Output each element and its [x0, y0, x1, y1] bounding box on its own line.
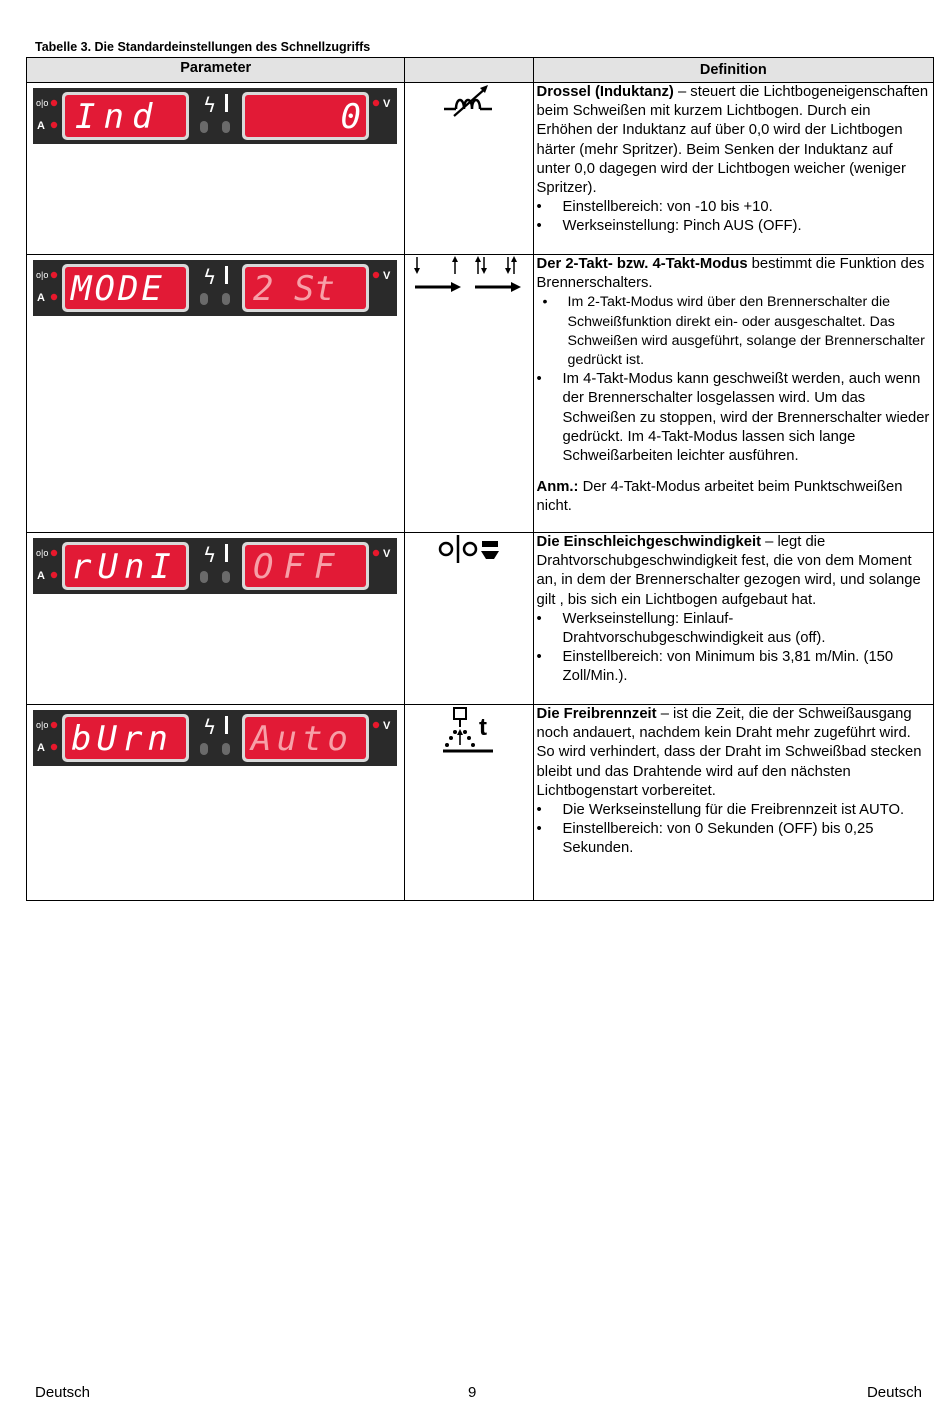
table-row	[27, 705, 934, 901]
amp-label: A	[37, 292, 45, 304]
volt-led	[373, 722, 379, 728]
parameter-cell	[27, 705, 405, 901]
volt-label: V	[383, 98, 391, 110]
bullet-list	[537, 293, 930, 370]
thermometer-icon	[225, 544, 228, 562]
thermal-indicator-led	[222, 121, 230, 133]
header-parameter: Parameter	[27, 58, 405, 83]
parameter-cell	[27, 533, 405, 705]
arc-icon: ϟ	[203, 715, 217, 739]
icon-cell	[405, 533, 533, 705]
definition-text: – ist die Zeit, die der Schweißausgang noch andauert, nachdem kein Draht mehr zugeführt wird. So wird verhindert, dass der Draht im Schweißbad stecken bleibt und das Drahtende wird auf den nächsten Lichtbogenstart vorbereitet.	[536, 706, 922, 799]
list-item: • Einstellbereich: von 0 Sekunden (OFF) bis 0,25 Sekunden.	[537, 820, 930, 858]
burnback-time-icon	[441, 705, 497, 755]
bullet-list	[537, 198, 930, 236]
amp-led	[51, 294, 57, 300]
definition-title: Drossel (Induktanz)	[536, 84, 674, 100]
list-item: • Werkseinstellung: Einlauf-Drahtvorschubgeschwindigkeit aus (off).	[537, 610, 930, 648]
table-row	[27, 83, 934, 255]
wire-feed-led	[51, 722, 57, 728]
definition-paragraph	[537, 533, 930, 610]
list-item: • Werkseinstellung: Pinch AUS (OFF).	[537, 217, 930, 236]
wire-feed-led	[51, 272, 57, 278]
right-display-text: OFF	[253, 547, 345, 587]
left-display-text: bUrn	[71, 719, 173, 759]
amp-led	[51, 572, 57, 578]
svg-text:t: t	[478, 714, 487, 741]
inductance-icon	[442, 83, 496, 119]
display-panel	[33, 88, 397, 144]
definition-paragraph	[537, 705, 930, 801]
wire-feed-led	[51, 550, 57, 556]
trigger-mode-icon	[413, 255, 525, 295]
parameter-cell	[27, 255, 405, 533]
volt-label: V	[383, 270, 391, 282]
arc-icon: ϟ	[203, 93, 217, 117]
definition-title: Der 2-Takt- bzw. 4-Takt-Modus	[536, 256, 748, 272]
amp-label: A	[37, 120, 45, 132]
icon-cell	[405, 255, 533, 533]
table-row	[27, 533, 934, 705]
icon-cell	[405, 705, 533, 901]
list-item: • Im 2-Takt-Modus wird über den Brennerschalter die Schweißfunktion direkt ein- oder ausgeschaltet. Das Schweißen wird ausgeführt, solange der Brennerschalter gedrückt ist.	[537, 293, 930, 370]
note-paragraph	[537, 478, 930, 516]
definition-title: Die Freibrennzeit	[536, 706, 657, 722]
header-empty	[405, 58, 533, 83]
table-row	[27, 255, 934, 533]
volt-led	[373, 100, 379, 106]
definition-text: – legt die Drahtvorschubgeschwindigkeit fest, die von dem Moment an, in dem der Brennerschalter gezogen wird, und solange gilt , bis sich ein Lichtbogen aufgebaut hat.	[536, 534, 921, 608]
thermometer-icon	[225, 716, 228, 734]
settings-table	[26, 57, 934, 901]
run-in-speed-icon	[438, 533, 500, 565]
right-display-text: 2 St	[253, 269, 335, 309]
definition-cell	[533, 83, 933, 255]
footer-language-right: Deutsch	[866, 1384, 922, 1401]
definition-paragraph	[537, 255, 930, 293]
icon-cell	[405, 83, 533, 255]
volt-label: V	[383, 548, 391, 560]
bullet-list	[537, 370, 930, 466]
volt-label: V	[383, 720, 391, 732]
right-display-text: Auto	[251, 719, 353, 759]
definition-text: bestimmt die Funktion des Brennerschalters.	[536, 256, 925, 292]
wire-feed-led	[51, 100, 57, 106]
display-panel	[33, 538, 397, 594]
list-item: • Einstellbereich: von Minimum bis 3,81 m/Min. (150 Zoll/Min.).	[537, 648, 930, 686]
definition-cell	[533, 533, 933, 705]
definition-text: – steuert die Lichtbogeneigenschaften beim Schweißen mit kurzem Lichtbogen. Durch ein Erhöhen der Induktanz auf über 0,0 wird der Lichtbogen härter (mehr Spritzer). Beim Senken der Induktanz auf unter 0,0 dagegen wird der Lichtbogen weicher (weniger Spritzer).	[536, 84, 929, 197]
header-definition: Definition	[533, 58, 933, 83]
footer-language-left: Deutsch	[35, 1384, 91, 1401]
bullet-list	[537, 610, 930, 687]
definition-title: Die Einschleichgeschwindigkeit	[536, 534, 762, 550]
volt-led	[373, 550, 379, 556]
wire-feed-label: o|o	[36, 720, 49, 730]
arc-indicator-led	[200, 743, 208, 755]
thermal-indicator-led	[222, 571, 230, 583]
thermal-indicator-led	[222, 293, 230, 305]
parameter-cell	[27, 83, 405, 255]
list-item: • Einstellbereich: von -10 bis +10.	[537, 198, 930, 217]
table-header-row	[27, 58, 934, 83]
right-display-text: 0	[340, 97, 361, 137]
display-panel	[33, 260, 397, 316]
amp-label: A	[37, 742, 45, 754]
thermometer-icon	[225, 266, 228, 284]
amp-led	[51, 122, 57, 128]
amp-led	[51, 744, 57, 750]
wire-feed-label: o|o	[36, 98, 49, 108]
definition-paragraph	[537, 83, 930, 198]
arc-indicator-led	[200, 571, 208, 583]
note-label: Anm.:	[536, 479, 579, 496]
arc-indicator-led	[200, 293, 208, 305]
arc-indicator-led	[200, 121, 208, 133]
bullet-list	[537, 801, 930, 859]
thermal-indicator-led	[222, 743, 230, 755]
left-display-text: rUnI	[71, 547, 177, 587]
wire-feed-label: o|o	[36, 270, 49, 280]
page-number: 9	[468, 1384, 477, 1401]
thermometer-icon	[225, 94, 228, 112]
definition-cell	[533, 255, 933, 533]
list-item: • Die Werkseinstellung für die Freibrennzeit ist AUTO.	[537, 801, 930, 820]
definition-cell	[533, 705, 933, 901]
list-item: • Im 4-Takt-Modus kann geschweißt werden, auch wenn der Brennerschalter losgelassen wird. Um das Schweißen zu stoppen, wird der Brennerschalter wieder gedrückt. Im 4-Takt-Modus lassen sich lange Schweißarbeiten leichter ausführen.	[537, 370, 930, 466]
display-panel	[33, 710, 397, 766]
table-caption: Tabelle 3. Die Standardeinstellungen des Schnellzugriffs	[35, 40, 371, 54]
arc-icon: ϟ	[203, 543, 217, 567]
left-display-text: MODE	[71, 269, 165, 309]
arc-icon: ϟ	[203, 265, 217, 289]
left-display-text: Ind	[75, 97, 161, 137]
volt-led	[373, 272, 379, 278]
note-text: Der 4-Takt-Modus arbeitet beim Punktschweißen nicht.	[536, 479, 903, 515]
wire-feed-label: o|o	[36, 548, 49, 558]
amp-label: A	[37, 570, 45, 582]
